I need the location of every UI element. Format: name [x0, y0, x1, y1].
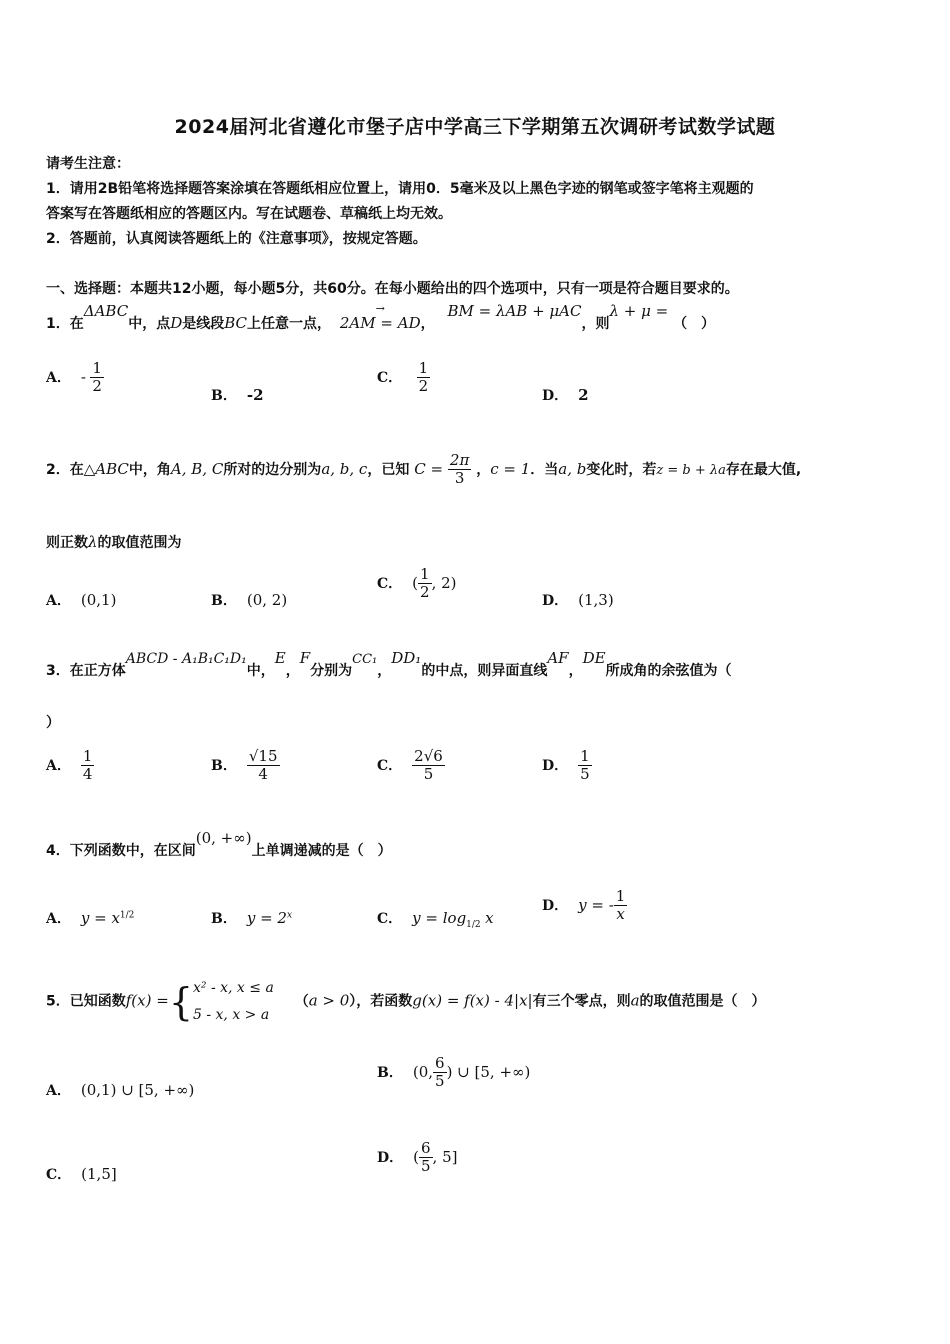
q2-option-c[interactable]: C． ( $\frac{1}{2}$ , 2): [377, 565, 457, 602]
section-heading: 一、选择题：本题共12小题，每小题5分，共60分。在每小题给出的四个选项中，只有一项是符合题目要求的。: [46, 281, 739, 297]
question-4: 4．下列函数中，在区间(0, +∞)上单调递减的是（ ）: [46, 829, 392, 859]
q1-option-a[interactable]: A． - $\frac{1}{2}$: [46, 359, 102, 396]
q4-d-fraction: $\frac{1}{x}$: [615, 887, 626, 924]
q5-option-a[interactable]: A． (0,1) ∪ [5, +∞): [46, 1081, 195, 1099]
q2-option-a[interactable]: A． (0,1): [46, 591, 117, 609]
q2-option-b[interactable]: B． (0, 2): [211, 591, 288, 609]
question-3: 3．在正方体ABCD - A₁B₁C₁D₁中，E，F分别为CC₁，DD₁的中点，则异面直线AF，DE所成角的余弦值为（: [46, 649, 732, 679]
q4-option-c[interactable]: C． $y = \log_{1/2} x$: [377, 909, 494, 930]
question-1: 1．在ΔABC中，点D是线段BC上任意一点， → 2AM = AD， BM = λAB + μAC，则λ + μ = （ ）: [46, 313, 715, 333]
page-title: 2024届河北省遵化市堡子店中学高三下学期第五次调研考试数学试题: [174, 116, 776, 138]
q1-c-fraction: $\frac{1}{2}$: [418, 359, 429, 396]
q2-angle-fraction: $\frac{2\pi}{3}$: [449, 451, 470, 488]
q3-a-fraction: $\frac{1}{4}$: [82, 747, 93, 784]
q1-option-b[interactable]: B． -2: [211, 386, 264, 404]
q3-d-fraction: $\frac{1}{5}$: [580, 747, 590, 784]
q1-option-d[interactable]: D． 2: [542, 386, 589, 404]
left-brace: {: [168, 979, 193, 1024]
question-3-cont: ）: [46, 715, 60, 731]
notice-item-1a: 1．请用2B铅笔将选择题答案涂填在答题纸相应位置上，请用0．5毫米及以上黑色字迹的钢笔或签字笔将主观题的: [46, 181, 754, 197]
q4-option-b[interactable]: B． $y = 2^x$: [211, 909, 293, 927]
question-2-cont: 则正数λ的取值范围为: [46, 533, 182, 551]
q4-option-a[interactable]: A． $y = x^{1/2}$: [46, 909, 135, 927]
q3-option-b[interactable]: B． $\frac{√15}{4}$: [211, 747, 278, 784]
q5-b-fraction: $\frac{6}{5}$: [435, 1054, 445, 1091]
notice-heading: 请考生注意：: [46, 156, 130, 172]
notice-item-2: 2．答题前，认真阅读答题纸上的《注意事项》，按规定答题。: [46, 231, 427, 247]
q4-option-d[interactable]: D． y = - $\frac{1}{x}$: [542, 887, 626, 924]
question-2: 2．在△ABC中，角A, B, C所对的边分别为a, b, c，已知 C = $\frac{2\pi}{3}$ ，c = 1．当a, b变化时，若z = b + λa存在最大值,: [46, 451, 802, 488]
piecewise-cases: x² - x, x ≤ a 5 - x, x > a: [193, 980, 274, 1023]
q2-option-d[interactable]: D． (1,3): [542, 591, 614, 609]
q3-option-d[interactable]: D． $\frac{1}{5}$: [542, 747, 590, 784]
q3-c-fraction: $\frac{2√6}{5}$: [414, 747, 443, 784]
q5-option-b[interactable]: B． (0, $\frac{6}{5}$ ) ∪ [5, +∞): [377, 1054, 531, 1091]
q2-c-fraction: $\frac{1}{2}$: [420, 565, 430, 602]
q3-b-fraction: $\frac{√15}{4}$: [248, 747, 278, 784]
q5-option-d[interactable]: D． ( $\frac{6}{5}$ , 5]: [377, 1139, 458, 1176]
q5-d-fraction: $\frac{6}{5}$: [421, 1139, 431, 1176]
q5-option-c[interactable]: C． (1,5]: [46, 1165, 117, 1183]
q3-option-a[interactable]: A． $\frac{1}{4}$: [46, 747, 93, 784]
notice-item-1b: 答案写在答题纸相应的答题区内。写在试题卷、草稿纸上均无效。: [46, 206, 452, 222]
q1-a-fraction: $\frac{1}{2}$: [92, 359, 102, 396]
question-5: 5．已知函数f(x) ={ x² - x, x ≤ a 5 - x, x > a （a > 0），若函数g(x) = f(x) - 4|x|有三个零点，则a的取值范围是（ ）: [46, 975, 766, 1028]
q3-option-c[interactable]: C． $\frac{2√6}{5}$: [377, 747, 443, 784]
q1-option-c[interactable]: C． $\frac{1}{2}$: [377, 359, 429, 396]
